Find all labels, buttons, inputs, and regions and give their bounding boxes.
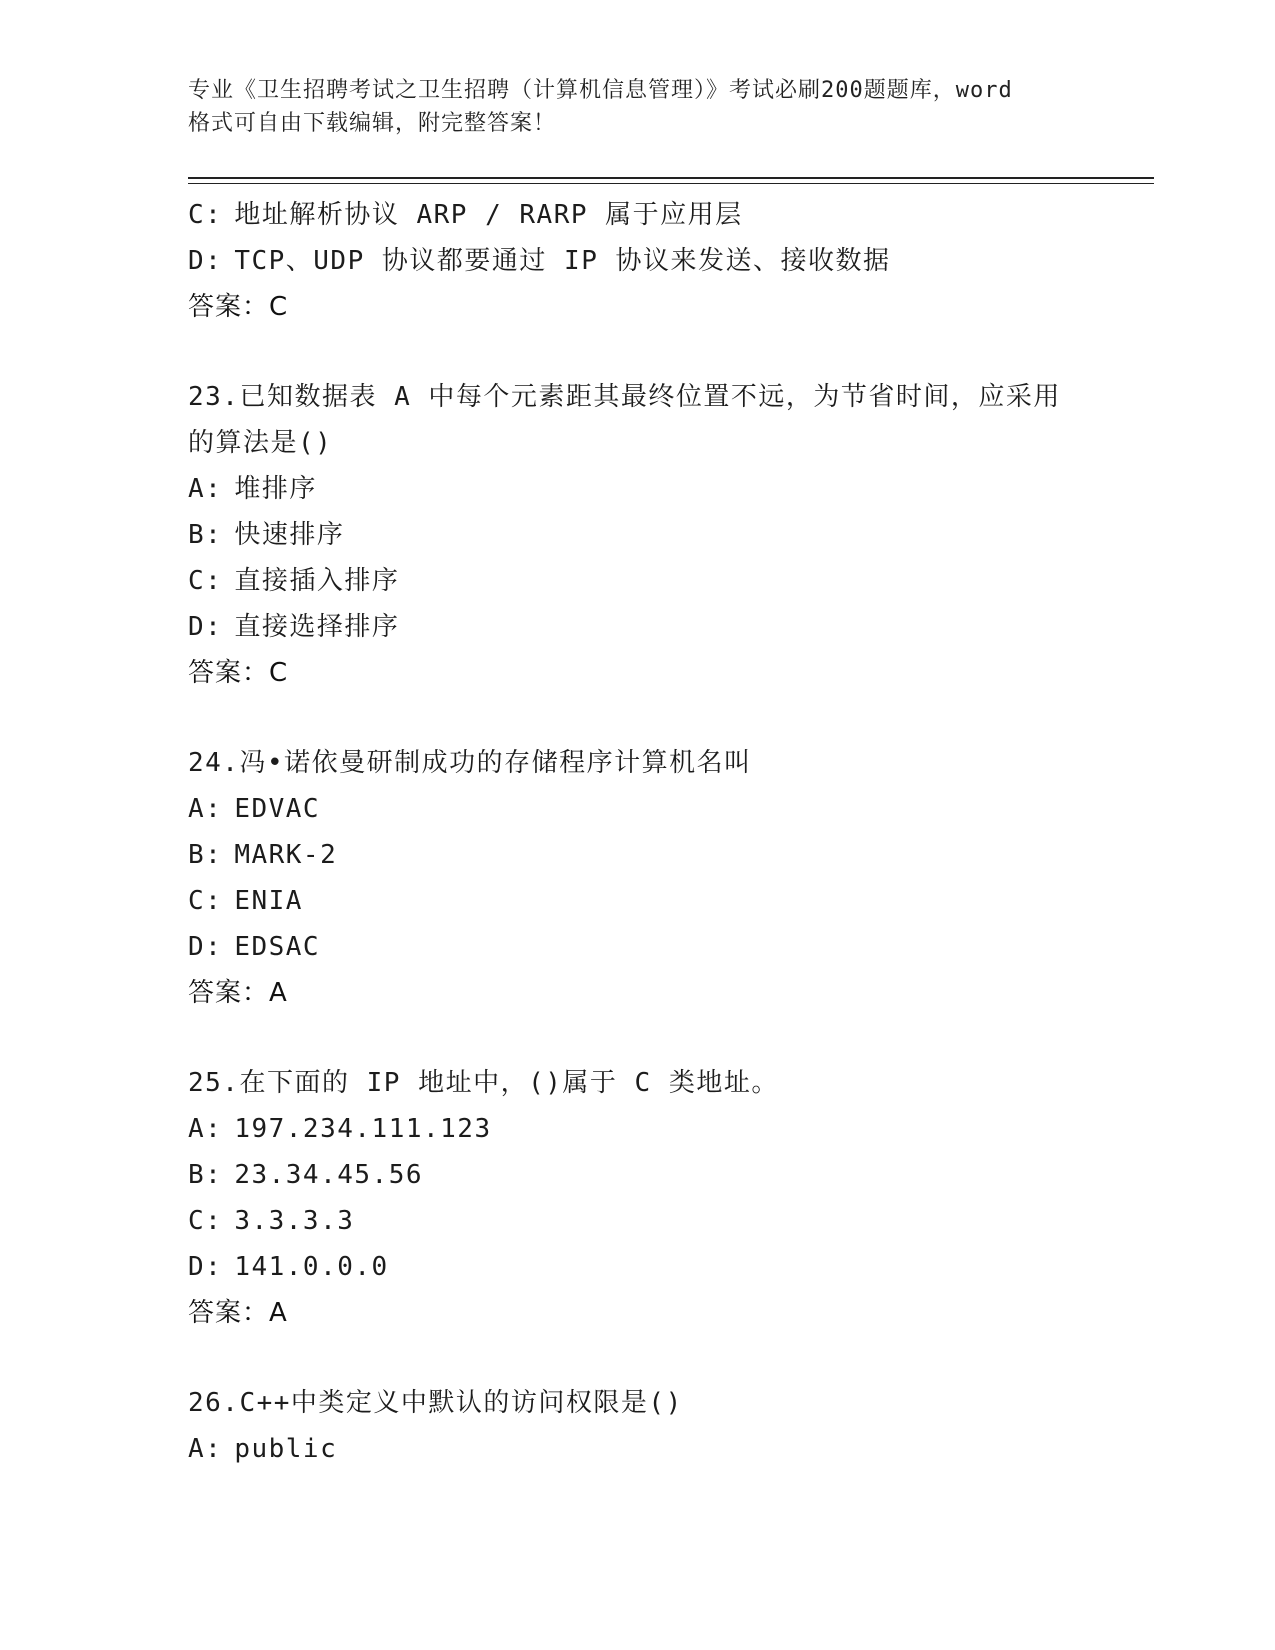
option-d: [188, 1244, 1148, 1290]
option-a: [188, 466, 1148, 512]
question-25: [188, 1060, 1148, 1336]
option-label: A:: [188, 1434, 223, 1464]
option-text: EDSAC: [234, 932, 321, 962]
option-text: 快速排序: [234, 520, 345, 550]
option-c: [188, 192, 1148, 238]
header-divider-thick: [188, 177, 1154, 179]
option-label: A:: [188, 1114, 223, 1144]
option-b: [188, 512, 1148, 558]
option-label: B:: [188, 840, 223, 870]
answer-line: 答案：A: [188, 978, 288, 1008]
question-stem: 23.已知数据表 A 中每个元素距其最终位置不远，为节省时间，应采用: [188, 382, 1061, 412]
question-list: [188, 192, 1148, 1472]
option-label: D:: [188, 932, 223, 962]
option-c: [188, 878, 1148, 924]
answer-line: 答案：C: [188, 658, 289, 688]
answer-line: 答案：C: [188, 292, 289, 322]
question-stem-continued: 的算法是(): [188, 428, 333, 458]
option-text: 23.34.45.56: [234, 1160, 423, 1190]
option-label: D:: [188, 1252, 223, 1282]
document-header: [188, 74, 1088, 140]
option-b: [188, 1152, 1148, 1198]
option-text: 197.234.111.123: [234, 1114, 492, 1144]
option-label: C:: [188, 200, 223, 230]
question-stem: 24.冯•诺依曼研制成功的存储程序计算机名叫: [188, 748, 752, 778]
option-label: D:: [188, 246, 223, 276]
option-label: C:: [188, 886, 223, 916]
option-a: [188, 1106, 1148, 1152]
option-label: D:: [188, 612, 223, 642]
option-label: C:: [188, 566, 223, 596]
option-label: A:: [188, 794, 223, 824]
option-a: [188, 786, 1148, 832]
option-text: TCP、UDP 协议都要通过 IP 协议来发送、接收数据: [234, 246, 891, 276]
option-text: EDVAC: [234, 794, 321, 824]
option-d: [188, 604, 1148, 650]
option-c: [188, 558, 1148, 604]
option-text: 地址解析协议 ARP / RARP 属于应用层: [234, 200, 743, 230]
answer-line: 答案：A: [188, 1298, 288, 1328]
option-text: 3.3.3.3: [234, 1206, 355, 1236]
option-text: ENIA: [234, 886, 303, 916]
question-stem: 26.C++中类定义中默认的访问权限是(): [188, 1388, 683, 1418]
option-text: 直接插入排序: [234, 566, 400, 596]
option-d: [188, 238, 1148, 284]
option-c: [188, 1198, 1148, 1244]
option-label: B:: [188, 1160, 223, 1190]
option-b: [188, 832, 1148, 878]
option-text: 堆排序: [234, 474, 317, 504]
option-a: [188, 1426, 1148, 1472]
header-title-line-2: 格式可自由下载编辑，附完整答案！: [188, 111, 557, 136]
question-26: [188, 1380, 1148, 1472]
option-label: A:: [188, 474, 223, 504]
option-text: 直接选择排序: [234, 612, 400, 642]
question-24: [188, 740, 1148, 1016]
option-text: MARK-2: [234, 840, 338, 870]
question-23: [188, 374, 1148, 696]
option-text: public: [234, 1434, 338, 1464]
option-label: B:: [188, 520, 223, 550]
question-22-continued: [188, 192, 1148, 330]
question-stem: 25.在下面的 IP 地址中，()属于 C 类地址。: [188, 1068, 779, 1098]
option-d: [188, 924, 1148, 970]
option-text: 141.0.0.0: [234, 1252, 389, 1282]
option-label: C:: [188, 1206, 223, 1236]
header-title-line-1: 专业《卫生招聘考试之卫生招聘（计算机信息管理）》考试必刷200题题库，word: [188, 78, 1013, 103]
header-divider-thin: [188, 183, 1154, 184]
